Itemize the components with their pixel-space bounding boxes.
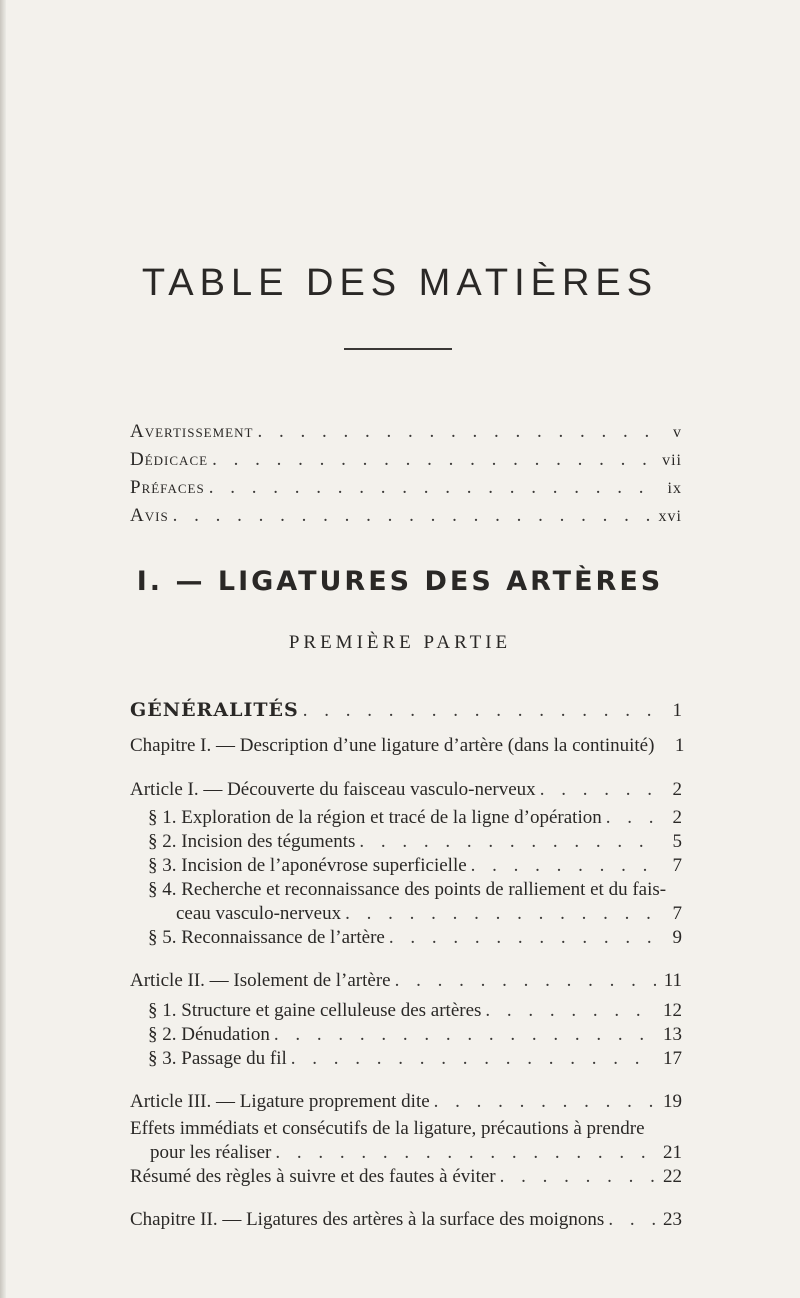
toc-label: Chapitre I. — Description d’une ligature d’artère (dans la continuité) — [130, 735, 655, 756]
toc-page: 1 — [672, 700, 682, 721]
toc-entry-art1-s2[interactable] — [148, 830, 682, 854]
toc-label: Résumé des règles à suivre et des fautes à éviter — [130, 1166, 496, 1187]
dot-leader — [291, 1047, 656, 1071]
toc-label: ceau vasculo-nerveux — [176, 903, 342, 924]
dot-leader — [257, 420, 656, 444]
toc-label: § 5. Reconnaissance de l’artère — [148, 927, 385, 948]
dot-leader — [274, 1023, 656, 1047]
toc-entry-art1-s1[interactable] — [148, 806, 682, 830]
toc-entry-avis[interactable] — [130, 504, 682, 528]
toc-label: Avis — [130, 505, 169, 526]
toc-entry-article-3[interactable] — [130, 1090, 682, 1114]
dot-leader — [434, 1090, 656, 1114]
toc-page: vii — [662, 452, 682, 469]
toc-label: Article II. — Isolement de l’artère — [130, 970, 391, 991]
toc-page: 13 — [663, 1024, 682, 1045]
toc-page: v — [673, 424, 682, 441]
dot-leader — [389, 926, 656, 950]
toc-entry-article-1[interactable] — [130, 778, 682, 802]
toc-page: 21 — [663, 1142, 682, 1163]
dot-leader — [608, 1208, 656, 1232]
dot-leader — [471, 854, 656, 878]
toc-page: 22 — [663, 1166, 682, 1187]
dot-leader — [303, 699, 656, 723]
toc-entry-avertissement[interactable] — [130, 420, 682, 444]
toc-page: 2 — [672, 807, 682, 828]
dot-leader — [540, 778, 656, 802]
toc-label: Avertissement — [130, 421, 254, 442]
toc-label: Chapitre II. — Ligatures des artères à la surface des moignons — [130, 1209, 605, 1230]
dot-leader — [606, 806, 656, 830]
dot-leader — [500, 1165, 656, 1189]
dot-leader — [173, 504, 655, 528]
title-rule — [344, 348, 452, 350]
subpart-heading: PREMIÈRE PARTIE — [288, 632, 512, 653]
toc-entry-prefaces[interactable] — [130, 476, 682, 500]
toc-page: 19 — [663, 1091, 682, 1112]
toc-page: 7 — [672, 855, 682, 876]
toc-label: Article III. — Ligature proprement dite — [130, 1091, 430, 1112]
toc-label: Dédicace — [130, 449, 209, 470]
dot-leader — [275, 1141, 656, 1165]
toc-label: § 3. Incision de l’aponévrose superficielle — [148, 855, 467, 876]
toc-entry-article-2[interactable] — [130, 969, 682, 993]
toc-entry-art2-s2[interactable] — [148, 1023, 682, 1047]
toc-page: 2 — [672, 779, 682, 800]
toc-label: § 2. Dénudation — [148, 1024, 270, 1045]
toc-label: Article I. — Découverte du faisceau vasculo-nerveux — [130, 779, 536, 800]
toc-entry-generalites[interactable] — [130, 698, 682, 722]
toc-entry-chapitre-1[interactable] — [130, 734, 685, 758]
dot-leader — [345, 902, 656, 926]
toc-page: 23 — [663, 1209, 682, 1230]
dot-leader — [212, 448, 656, 472]
toc-page: xvi — [658, 508, 682, 525]
toc-label: § 2. Incision des téguments — [148, 831, 356, 852]
toc-label: § 3. Passage du fil — [148, 1048, 287, 1069]
toc-entry-art2-s3[interactable] — [148, 1047, 682, 1071]
toc-page: 7 — [672, 903, 682, 924]
toc-page: 5 — [672, 831, 682, 852]
toc-entry-art1-s3[interactable] — [148, 854, 682, 878]
toc-entry-chapitre-2[interactable] — [130, 1208, 682, 1232]
toc-page: 11 — [663, 970, 682, 991]
toc-entry-art1-s4[interactable] — [176, 902, 682, 926]
toc-label: GÉNÉRALITÉS — [130, 699, 299, 721]
dot-leader — [485, 999, 656, 1023]
toc-entry-effets-line1[interactable]: Effets immédiats et consécutifs de la ligature, précautions à prendre — [130, 1118, 645, 1139]
toc-label: § 1. Exploration de la région et tracé de la ligne d’opération — [148, 807, 602, 828]
toc-label: pour les réaliser — [150, 1142, 272, 1163]
toc-page: 9 — [672, 927, 682, 948]
toc-page: 17 — [663, 1048, 682, 1069]
toc-entry-art1-s4-line1[interactable]: § 4. Recherche et reconnaissance des points de ralliement et du fais- — [148, 879, 667, 900]
toc-label: Préfaces — [130, 477, 205, 498]
toc-entry-art1-s5[interactable] — [148, 926, 682, 950]
toc-entry-effets[interactable] — [150, 1141, 682, 1165]
toc-page: 1 — [674, 735, 685, 756]
toc-entry-art2-s1[interactable] — [148, 999, 682, 1023]
toc-entry-resume[interactable] — [130, 1165, 682, 1189]
toc-entry-dedicace[interactable] — [130, 448, 682, 472]
page-title: TABLE DES MATIÈRES — [141, 262, 659, 304]
toc-page: 12 — [663, 1000, 682, 1021]
part-heading: I. — LIGATURES DES ARTÈRES — [136, 566, 664, 597]
dot-leader — [359, 830, 656, 854]
dot-leader — [395, 969, 656, 993]
toc-page: ix — [667, 480, 682, 497]
toc-label: § 1. Structure et gaine celluleuse des artères — [148, 1000, 482, 1021]
dot-leader — [209, 476, 656, 500]
